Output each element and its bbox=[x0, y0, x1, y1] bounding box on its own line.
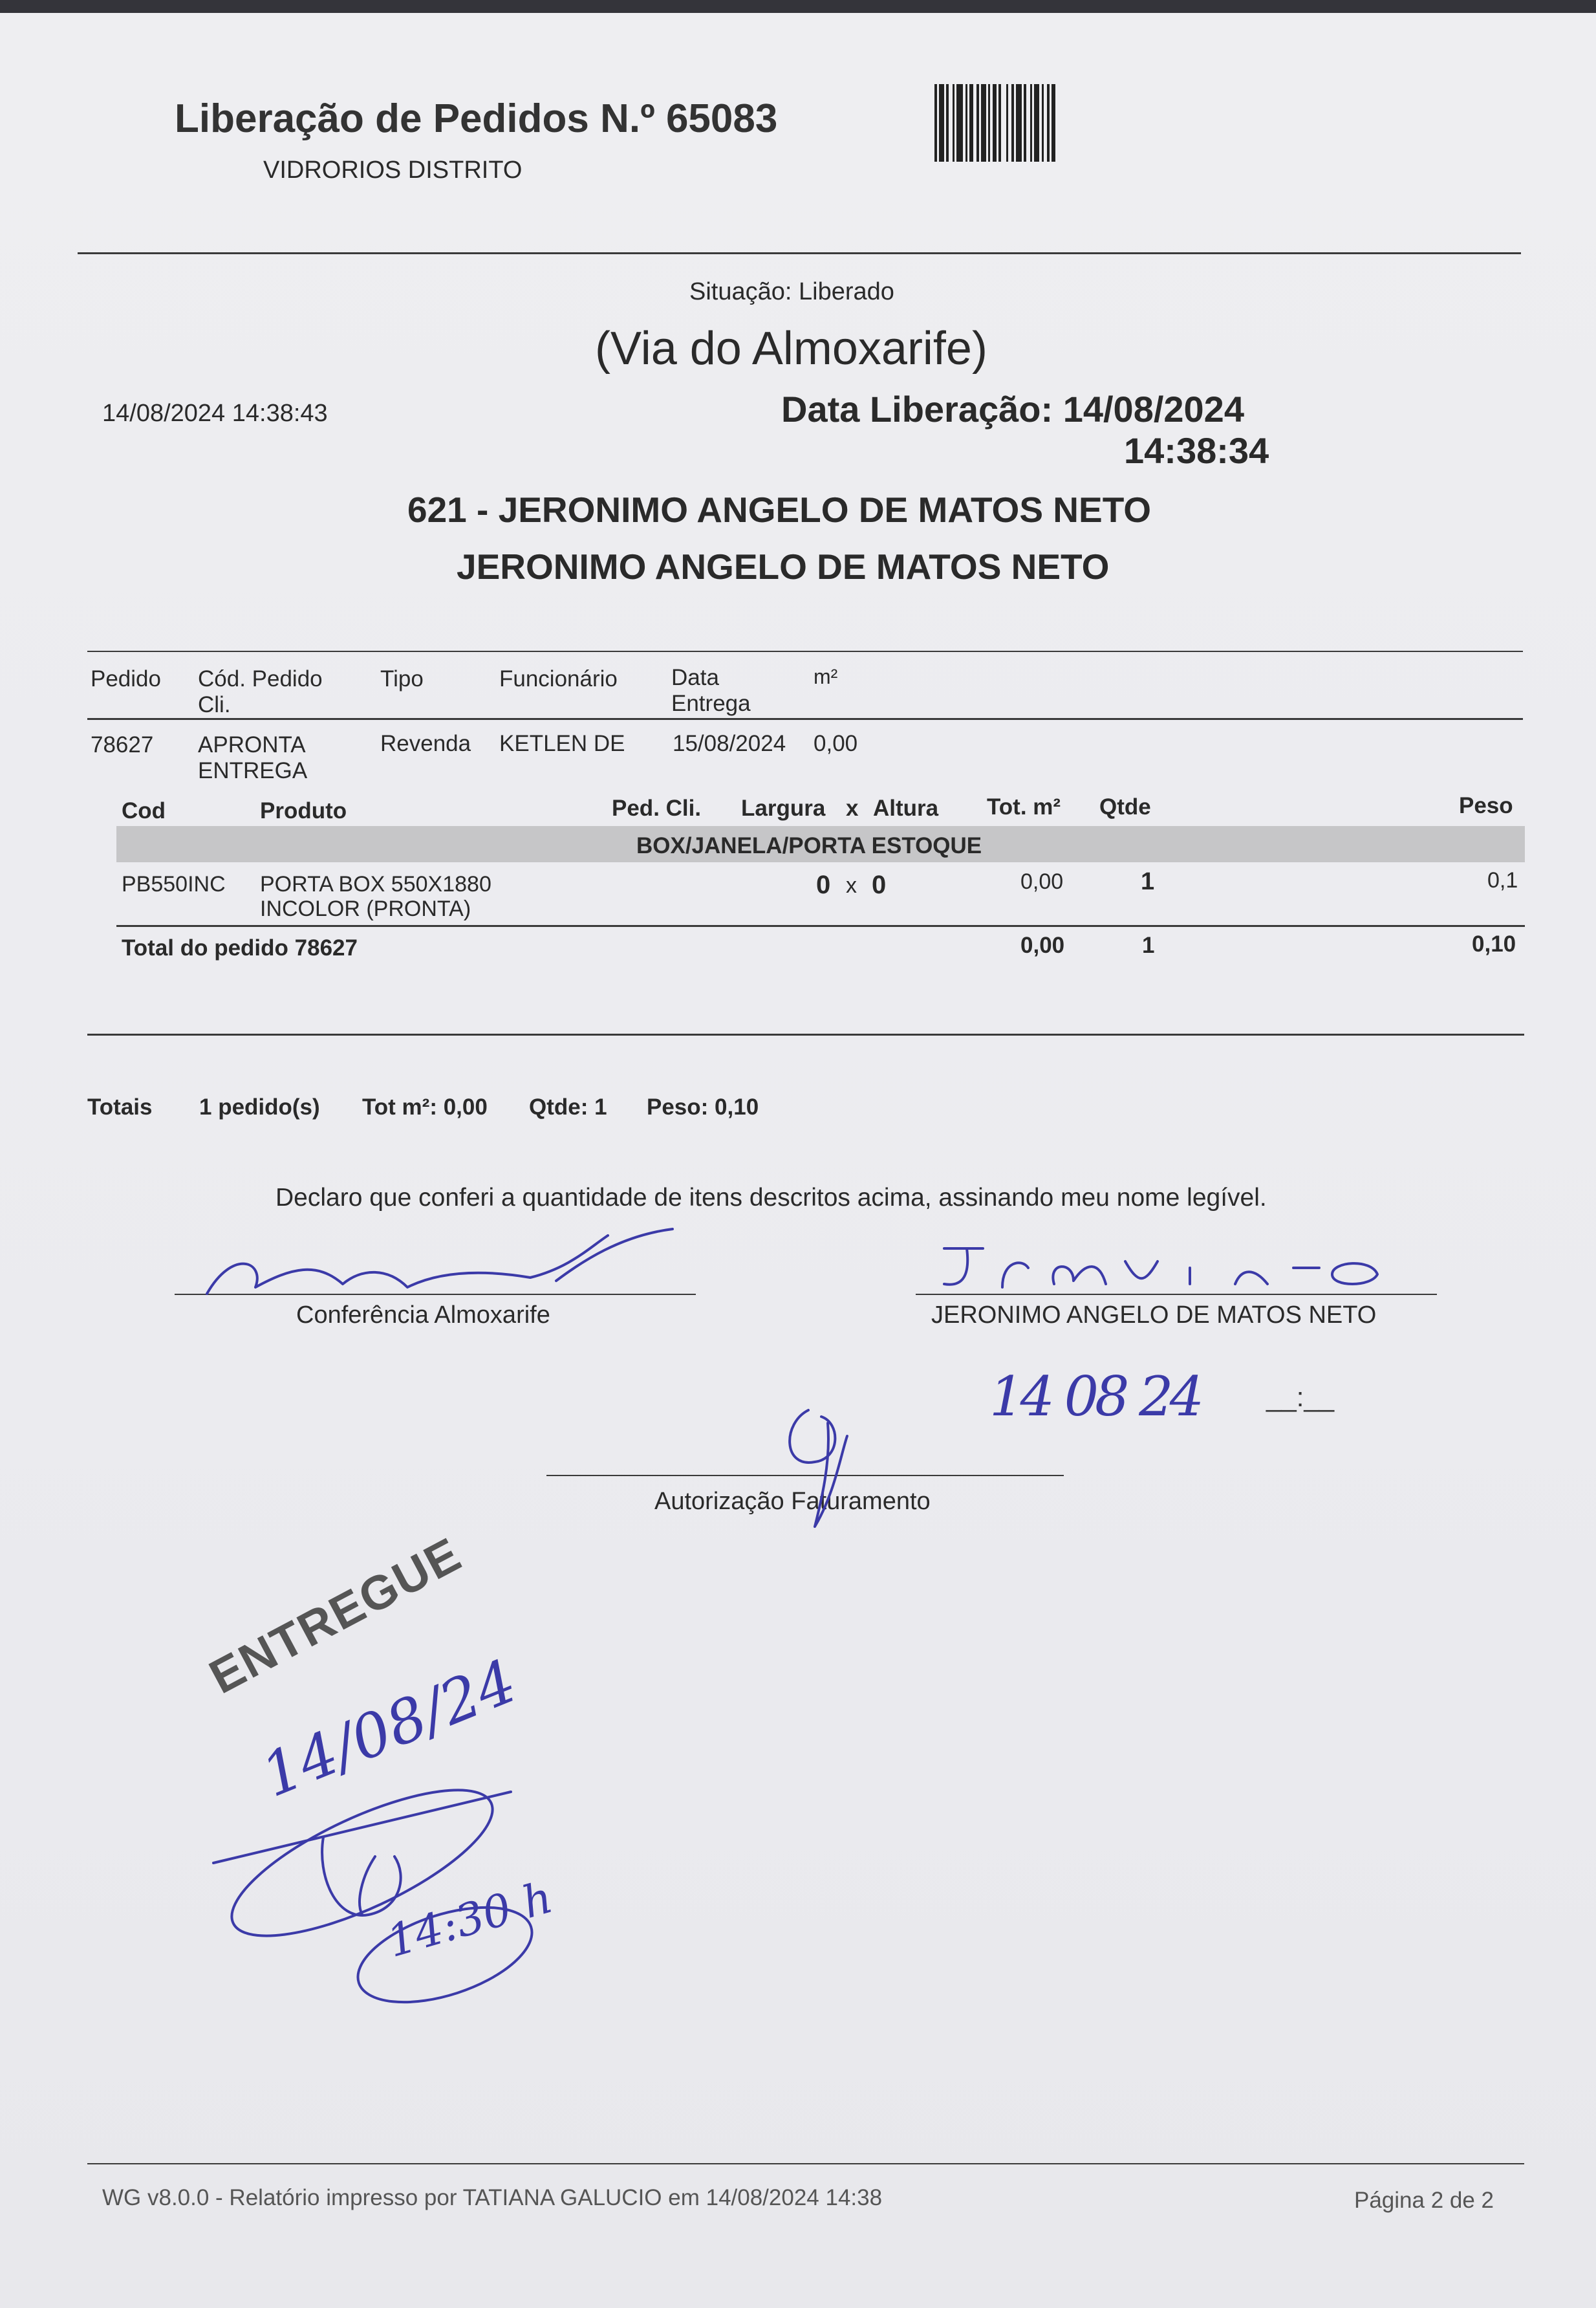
col-header-data-2: Entrega bbox=[671, 691, 751, 716]
item-total-rule bbox=[116, 925, 1525, 927]
order-pedido: 78627 bbox=[91, 732, 154, 757]
order-funcionario: KETLEN DE bbox=[499, 731, 625, 756]
barcode-bar bbox=[1001, 84, 1006, 162]
col-header-cod-pedido-2: Cli. bbox=[198, 692, 231, 717]
signature-label-almoxarife: Conferência Almoxarife bbox=[296, 1301, 550, 1329]
release-time: 14:38:34 bbox=[1124, 430, 1269, 471]
signature-client bbox=[931, 1223, 1461, 1313]
order-table-top-rule bbox=[87, 651, 1523, 652]
barcode-bar bbox=[1016, 84, 1022, 162]
item-produto: PORTA BOX 550X1880 bbox=[260, 872, 491, 897]
barcode-bar bbox=[1051, 84, 1055, 162]
handwritten-time-note: 14:30 h bbox=[382, 1871, 559, 1968]
col-header-m2: m² bbox=[814, 665, 838, 688]
col-header-pedido: Pedido bbox=[91, 666, 161, 691]
table-bottom-rule bbox=[87, 1034, 1524, 1036]
col-header-funcionario: Funcionário bbox=[499, 666, 618, 691]
col-header-data: Data bbox=[671, 665, 719, 690]
footer-page-number: Página 2 de 2 bbox=[1354, 2188, 1494, 2213]
situation-text: Situação: Liberado bbox=[689, 278, 894, 305]
order-data-entrega: 15/08/2024 bbox=[673, 731, 786, 756]
scan-top-border bbox=[0, 0, 1596, 13]
item-header-qtde: Qtde bbox=[1099, 794, 1151, 820]
totals-qtde: Qtde: 1 bbox=[529, 1094, 607, 1120]
item-x: x bbox=[846, 873, 857, 898]
item-header-x: x bbox=[846, 796, 859, 821]
totals-pedidos: 1 pedido(s) bbox=[199, 1094, 320, 1120]
barcode bbox=[934, 84, 1187, 162]
release-date: Data Liberação: 14/08/2024 bbox=[781, 389, 1244, 430]
item-header-largura: Largura bbox=[741, 796, 826, 821]
handwritten-time-blank: __:__ bbox=[1266, 1382, 1335, 1412]
order-total-qtde: 1 bbox=[1142, 933, 1155, 958]
item-cod: PB550INC bbox=[122, 872, 226, 897]
copy-label: (Via do Almoxarife) bbox=[595, 323, 987, 375]
footer-report-info: WG v8.0.0 - Relatório impresso por TATIANA GALUCIO em 14/08/2024 14:38 bbox=[102, 2185, 883, 2210]
item-header-ped-cli: Ped. Cli. bbox=[612, 796, 702, 821]
barcode-bar bbox=[956, 84, 963, 162]
order-total-m2: 0,00 bbox=[1020, 933, 1065, 958]
stamp-entregue: ENTREGUE bbox=[200, 1527, 470, 1704]
stamp-handwritten-date: 14/08/24 bbox=[252, 1646, 526, 1811]
print-timestamp: 14/08/2024 14:38:43 bbox=[102, 400, 328, 427]
header-divider bbox=[78, 252, 1521, 254]
item-header-tot-m2: Tot. m² bbox=[987, 794, 1061, 820]
signature-faturamento bbox=[770, 1397, 873, 1533]
totals-peso: Peso: 0,10 bbox=[647, 1094, 759, 1120]
barcode-bar bbox=[981, 84, 986, 162]
totals-label: Totais bbox=[87, 1094, 153, 1120]
order-total-label: Total do pedido 78627 bbox=[122, 935, 358, 961]
item-altura: 0 bbox=[872, 871, 887, 899]
col-header-cod-pedido: Cód. Pedido bbox=[198, 666, 323, 691]
barcode-bar bbox=[939, 84, 944, 162]
signature-label-faturamento: Autorização Faturamento bbox=[654, 1488, 931, 1515]
barcode-bar bbox=[1034, 84, 1039, 162]
order-tipo: Revenda bbox=[380, 731, 471, 756]
item-peso: 0,1 bbox=[1487, 868, 1518, 893]
order-total-peso: 0,10 bbox=[1472, 931, 1516, 957]
client-line-1: 621 - JERONIMO ANGELO DE MATOS NETO bbox=[407, 490, 1152, 530]
footer-rule bbox=[87, 2163, 1524, 2164]
item-largura: 0 bbox=[816, 871, 831, 899]
totals-tot-m2: Tot m²: 0,00 bbox=[362, 1094, 488, 1120]
signature-label-client: JERONIMO ANGELO DE MATOS NETO bbox=[931, 1301, 1377, 1329]
client-line-2: JERONIMO ANGELO DE MATOS NETO bbox=[457, 547, 1110, 587]
order-m2: 0,00 bbox=[814, 731, 858, 756]
item-header-altura: Altura bbox=[873, 796, 939, 821]
col-header-tipo: Tipo bbox=[380, 666, 424, 691]
handwritten-date: 14 08 24 bbox=[989, 1365, 1201, 1428]
item-header-peso: Peso bbox=[1459, 793, 1513, 818]
declaration-text: Declaro que conferi a quantidade de itens descritos acima, assinando meu nome legível. bbox=[275, 1184, 1267, 1212]
order-table-header-rule bbox=[87, 718, 1523, 720]
document-title: Liberação de Pedidos N.º 65083 bbox=[175, 96, 778, 141]
company-name: VIDRORIOS DISTRITO bbox=[263, 157, 523, 184]
order-cod-pedido-2: ENTREGA bbox=[198, 758, 308, 783]
order-cod-pedido: APRONTA bbox=[198, 732, 306, 757]
item-produto-2: INCOLOR (PRONTA) bbox=[260, 897, 471, 921]
item-header-produto: Produto bbox=[260, 798, 347, 823]
signature-almoxarife bbox=[194, 1223, 685, 1320]
category-label: BOX/JANELA/PORTA ESTOQUE bbox=[636, 833, 982, 858]
item-qtde: 1 bbox=[1141, 868, 1155, 895]
item-header-cod: Cod bbox=[122, 798, 166, 823]
item-tot-m2: 0,00 bbox=[1020, 869, 1064, 894]
